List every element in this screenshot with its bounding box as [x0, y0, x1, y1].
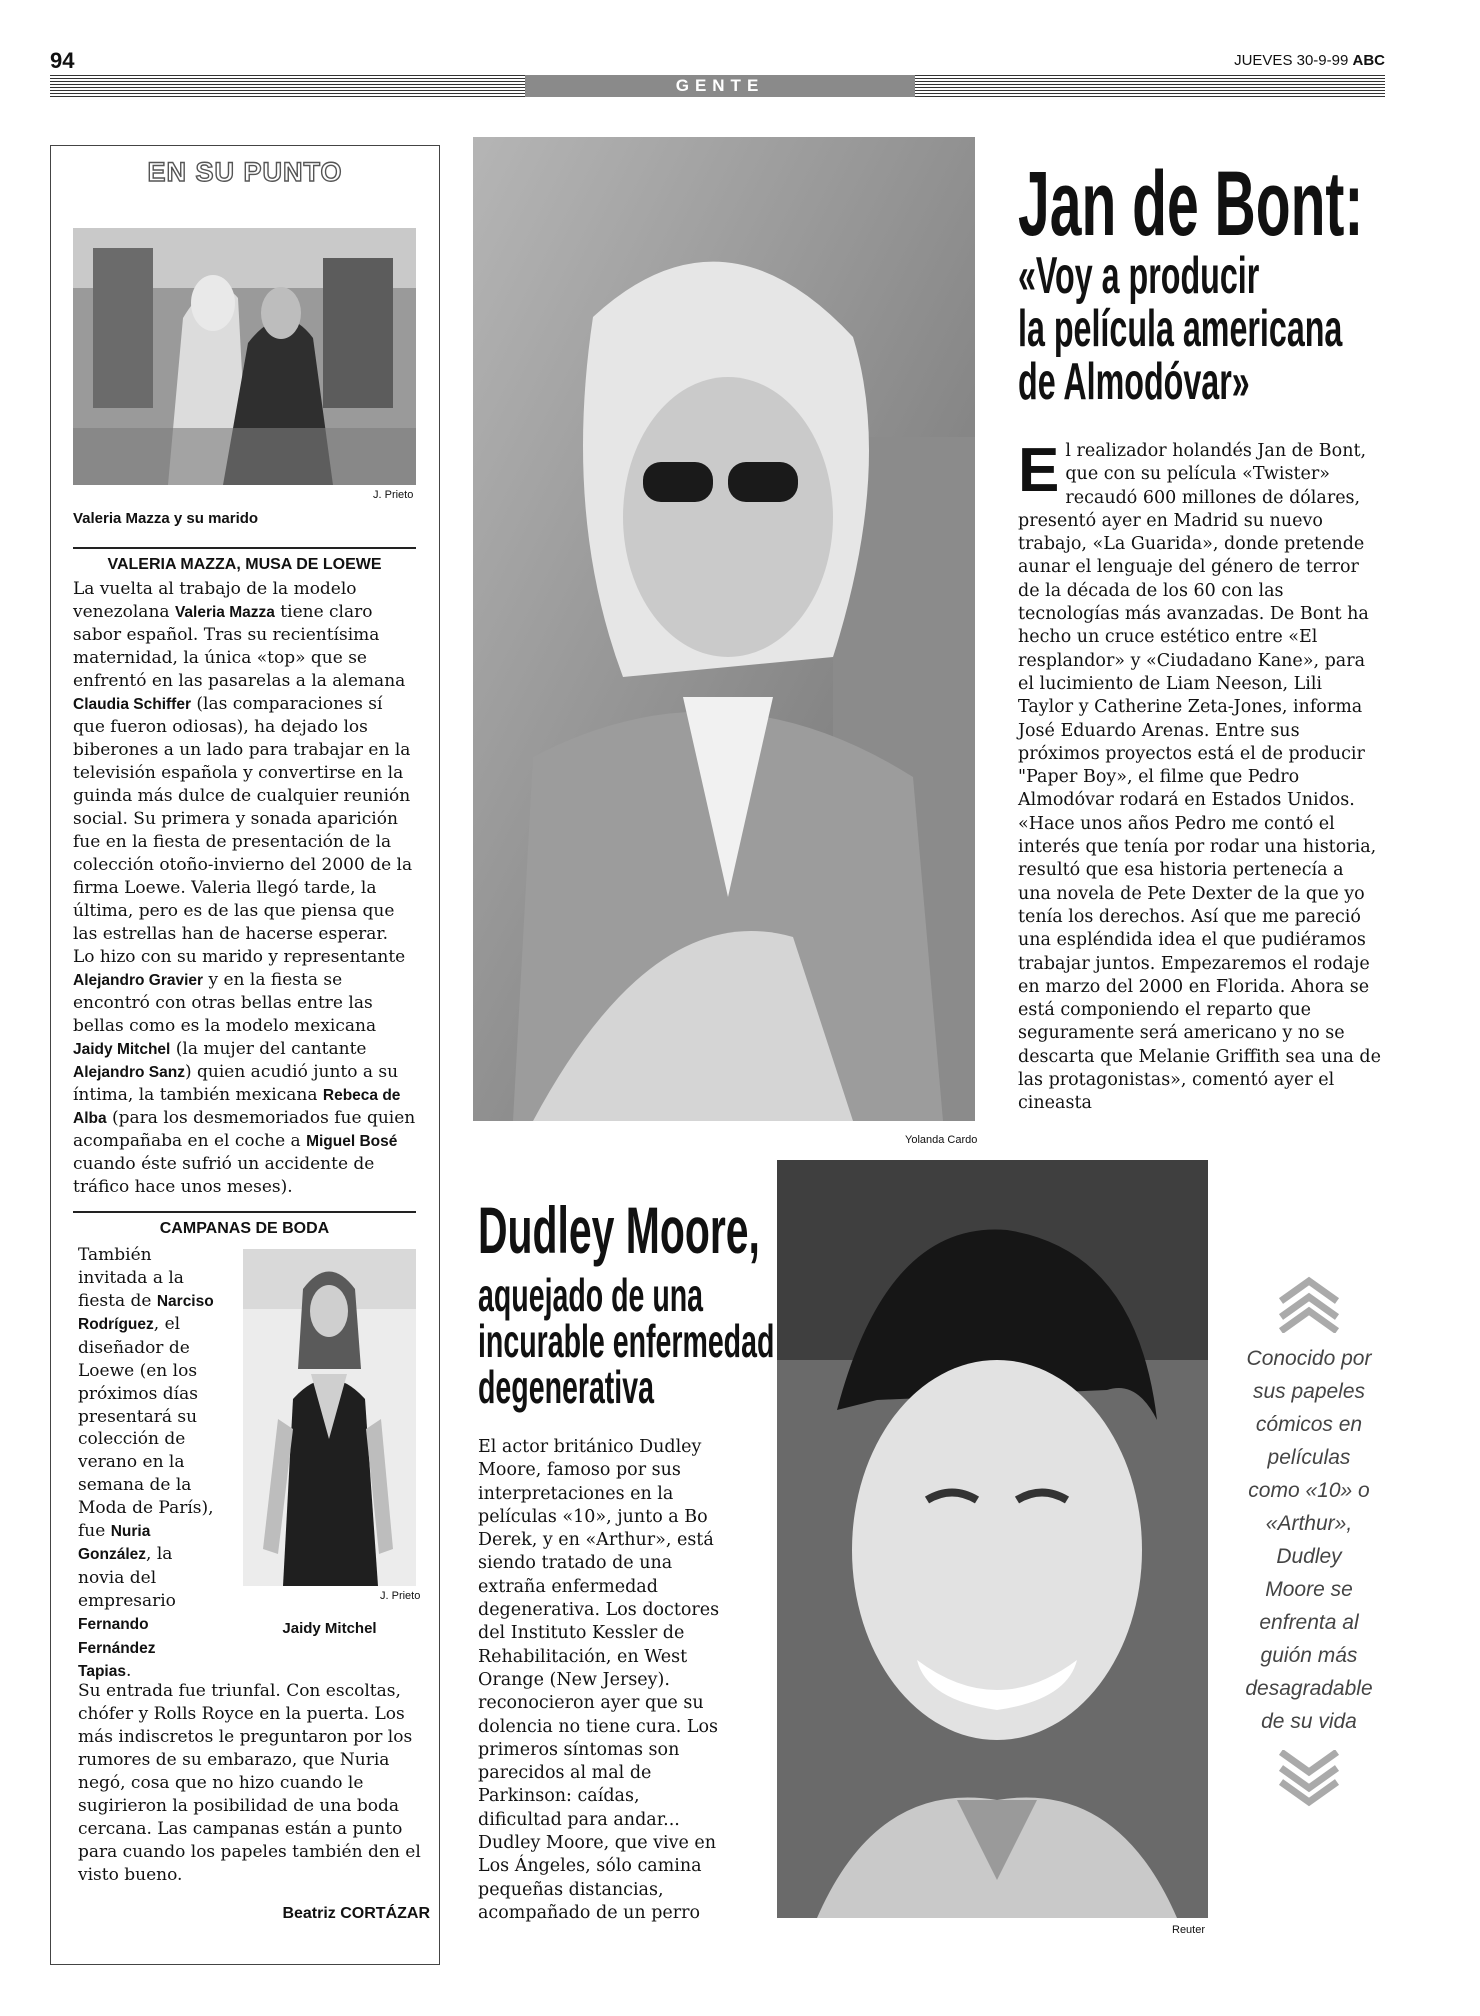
- text-run: próximos días: [78, 1383, 198, 1404]
- narrow-line: [78, 1590, 238, 1613]
- photo-credit: Reuter: [1172, 1924, 1206, 1936]
- text-run: colección de: [78, 1429, 186, 1450]
- narrow-line: [78, 1543, 238, 1567]
- jan-de-bont-headline: Jan de Bont:: [1018, 153, 1364, 255]
- paragraph: [78, 1680, 423, 1887]
- divider: [73, 547, 416, 549]
- name-highlight: Narciso: [156, 1292, 214, 1310]
- column-kicker: EN SU PUNTO: [147, 157, 343, 187]
- text-run: (la mujer del cantante: [170, 1039, 367, 1059]
- article-text: l realizador holandés Jan de Bont, que con su película «Twister» recaudó 600 millones de dólares, presentó ayer en Madrid su nuevo trabajo, «La Guarida», donde pretende aunar el lenguaje del género de terror de la década de los 60 con las tecnologías más avanzadas. De Bont ha hecho un cruce estético entre «El resplandor» y «Ciudadano Kane», para el lucimiento de Liam Neeson, Lili Taylor y Catherine Zeta-Jones, informa José Eduardo Arenas. Entre sus próximos proyectos está el de producir "Paper Boy», el filme que Pedro Almodóvar rodará en Estados Unidos. «Hace unos años Pedro me contó el interés que tenía por rodar una historia, resultó que esa historia pertenecía a una novela de Pete Dexter de la que yo tenía los derechos. Así que me pareció una espléndida idea el que pudiéramos trabajar juntos. Empezaremos el rodaje en marzo del 2000 en Florida. Ahora se está componiendo el reparto que seguramente será americano y no se descarta que Melanie Griffith sea una de las protagonistas», comentó ayer el cineasta: [1018, 441, 1381, 1114]
- text-run: También: [78, 1245, 152, 1265]
- narrow-line: [78, 1520, 238, 1544]
- text-run: (para los desmemoriados fue quien acompañaba en el coche a: [73, 1108, 416, 1151]
- name-highlight: Rebeca de Alba: [73, 1087, 401, 1127]
- byline: Beatriz CORTÁZAR: [282, 1905, 430, 1922]
- name-highlight: Fernando: [78, 1615, 149, 1633]
- pull-quote-line: desagradable: [1245, 1677, 1373, 1700]
- dudley-moore-headline: Dudley Moore,: [478, 1193, 760, 1267]
- valeria-mazza-photo: [73, 228, 416, 485]
- narrow-line: [78, 1474, 238, 1497]
- text-run: diseñador de: [78, 1338, 190, 1359]
- deck-line: la película americana: [1018, 300, 1343, 358]
- pull-quote-line: de su vida: [1261, 1710, 1357, 1733]
- story-headline: CAMPANAS DE BODA: [159, 1220, 330, 1237]
- text-run: empresario: [78, 1590, 176, 1611]
- text-run: invitada a la: [78, 1267, 184, 1288]
- pull-quote-line: enfrenta al: [1259, 1611, 1359, 1634]
- narrow-line: [78, 1497, 238, 1520]
- narrow-line: [78, 1406, 238, 1429]
- paragraph: [73, 578, 418, 946]
- name-highlight: Alejandro Sanz: [73, 1064, 185, 1081]
- text-run: fiesta de: [78, 1290, 157, 1311]
- name-highlight: Jaidy Mitchel: [73, 1041, 171, 1058]
- photo-caption: Valeria Mazza y su marido: [73, 510, 259, 527]
- name-highlight: Valeria Mazza: [174, 604, 275, 621]
- pull-quote-line: cómicos en: [1255, 1413, 1363, 1436]
- text-run: (las comparaciones sí que fueron odiosas), ha dejado los biberones a un lado para trabajar en la televisión española y convertirse en la guinda más dulce de cualquier reunión social. Su primera y sonada aparición fue en la fiesta de presentación de la colección otoño-invierno del 2000 de la firma Loewe. Valeria llegó tarde, la última, pero es de las que piensa que las estrellas han de hacerse esperar.: [73, 694, 413, 944]
- text-run: ) quien acudió junto a su íntima, la también mexicana: [73, 1062, 399, 1105]
- story-headline: VALERIA MAZZA, MUSA DE LOEWE: [107, 556, 382, 573]
- narrow-line: [78, 1337, 238, 1360]
- narrow-lines: [78, 1244, 238, 1684]
- narrow-line: [78, 1613, 238, 1637]
- photo-credit: J. Prieto: [380, 1590, 421, 1602]
- text-run: , el: [153, 1314, 181, 1335]
- text-run: Lo hizo con su marido y representante: [73, 947, 406, 967]
- jan-de-bont-body: [1018, 436, 1382, 1116]
- text-run: , la: [146, 1544, 173, 1565]
- narrow-line: [78, 1313, 238, 1337]
- narrow-line: [78, 1383, 238, 1406]
- name-highlight: Alejandro Gravier: [73, 972, 204, 989]
- deck-line: «Voy a producir: [1018, 247, 1260, 305]
- narrow-line: [78, 1244, 238, 1267]
- text-run: Su entrada fue triunfal. Con escoltas, chófer y Rolls Royce en la puerta. Los más indiscretos le preguntaron por los rumores de su embarazo, que Nuria negó, cosa que no hizo cuando le sugirieron la posibilidad de una boda cercana. Las campanas están a punto para cuando los papeles también den el visto bueno.: [78, 1681, 421, 1885]
- name-highlight: Nuria: [110, 1522, 151, 1540]
- narrow-line: [78, 1267, 238, 1290]
- deck-line: aquejado de una: [478, 1269, 704, 1321]
- paragraph: [73, 946, 418, 1199]
- deck-line: incurable enfermedad: [478, 1315, 775, 1367]
- text-run: presentará su: [78, 1406, 198, 1427]
- name-highlight: Fernández: [78, 1639, 156, 1657]
- pull-quote-line: Conocido por: [1246, 1347, 1372, 1370]
- pull-quote-line: como «10» o: [1248, 1479, 1370, 1502]
- divider: [73, 1211, 416, 1213]
- photo-credit: J. Prieto: [373, 489, 414, 501]
- narrow-line: [78, 1290, 238, 1314]
- chevron-down-icon: [1277, 1750, 1341, 1808]
- text-run: Moda de París),: [78, 1497, 214, 1518]
- story-body: [73, 578, 418, 1199]
- name-highlight: Miguel Bosé: [306, 1133, 398, 1150]
- pull-quote-line: «Arthur»,: [1265, 1512, 1353, 1535]
- name-highlight: González: [78, 1546, 147, 1564]
- photo-credit: Yolanda Cardo: [905, 1134, 978, 1146]
- text-run: tiene claro sabor español. Tras su recientísima maternidad, la única «top» que se enfrentó en las pasarelas a la alemana: [73, 602, 406, 691]
- deck-line: de Almodóvar»: [1018, 353, 1250, 411]
- pull-quote-line: sus papeles: [1252, 1380, 1366, 1403]
- narrow-line: [78, 1360, 238, 1383]
- name-highlight: Claudia Schiffer: [73, 696, 191, 713]
- dudley-moore-body: [478, 1436, 728, 1925]
- deck-line: degenerativa: [478, 1361, 654, 1413]
- jan-de-bont-deck: [1018, 247, 1480, 411]
- chevron-up-icon: [1277, 1275, 1341, 1333]
- narrow-line: [78, 1451, 238, 1474]
- text-run: fue: [78, 1520, 111, 1541]
- text-run: verano en la: [78, 1452, 185, 1473]
- text-run: y en la fiesta se encontró con otras bellas entre las bellas como es la modelo mexicana: [73, 970, 377, 1036]
- pull-quote: [1225, 1342, 1393, 1738]
- pull-quote-line: guión más: [1260, 1644, 1358, 1667]
- dateline: JUEVES 30-9-99 ABC: [1234, 52, 1385, 69]
- jan-de-bont-photo: [473, 137, 975, 1121]
- narrow-line: [78, 1637, 238, 1661]
- text-run: cuando éste sufrió un accidente de tráfico hace unos meses).: [73, 1154, 375, 1197]
- text-run: semana de la: [78, 1474, 192, 1495]
- article-text: El actor británico Dudley Moore, famoso por sus interpretaciones en la películas «10», junto a Bo Derek, y en «Arthur», está siendo tratado de una extraña enfermedad degenerativa. Los doctores del Instituto Kessler de Rehabilitación, en West Orange (New Jersey). reconocieron ayer que su dolencia no tiene cura. Los primeros síntomas son parecidos al mal de Parkinson: caídas, dificultad para andar... Dudley Moore, que vive en Los Ángeles, sólo camina pequeñas distancias, acompañado de un perro: [478, 1437, 720, 1923]
- story-body: [78, 1680, 423, 1887]
- dudley-moore-photo: [777, 1160, 1208, 1918]
- pull-quote-line: películas: [1267, 1446, 1351, 1469]
- pull-quote-line: Dudley: [1276, 1545, 1342, 1568]
- pull-quote-line: Moore se: [1265, 1578, 1353, 1601]
- narrow-line: [78, 1567, 238, 1590]
- section-label: GENTE: [525, 75, 915, 97]
- photo-caption: Jaidy Mitchel: [282, 1620, 377, 1637]
- text-run: .: [125, 1661, 132, 1682]
- dropcap: E: [1018, 436, 1060, 505]
- name-highlight: Rodríguez: [78, 1316, 154, 1334]
- text-run: La vuelta al trabajo de la modelo venezolana: [73, 579, 357, 622]
- name-highlight: Tapias: [78, 1663, 126, 1681]
- story-narrow-text: [78, 1244, 238, 1684]
- text-run: Loewe (en los: [78, 1360, 198, 1381]
- text-run: novia del: [78, 1568, 157, 1589]
- jaidy-mitchel-photo: [243, 1249, 416, 1586]
- page-number: 94: [50, 48, 75, 73]
- narrow-line: [78, 1428, 238, 1451]
